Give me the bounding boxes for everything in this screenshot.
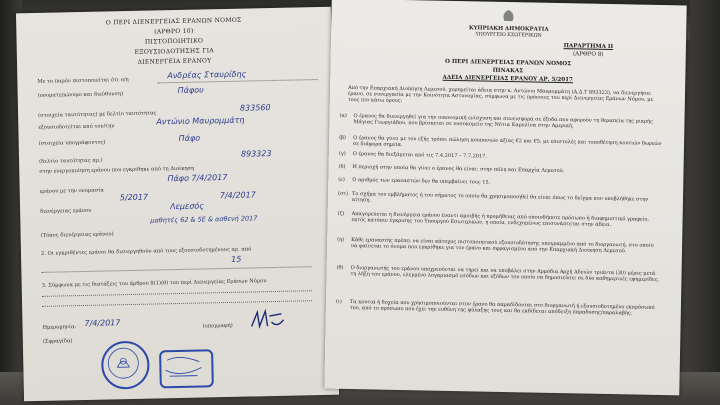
left-hand-purpose: μαθητές 62 & 5Ε & ασθενή 2017 — [150, 214, 258, 225]
permit-item-i — [336, 264, 660, 284]
left-cert-line3: ΔΙΕΝΕΡΓΕΙΑ ΕΡΑΝΟΥ — [137, 57, 212, 66]
left-line1: Με το παρόν πιστοποιείται ότι ο/η — [37, 76, 129, 85]
date-label: Ημερομηνία: — [42, 324, 77, 331]
item-number: (γ) — [338, 150, 346, 157]
item-text: Η περιοχή στην οποία θα γίνει ο έρανος θα είναι: στην πόλη και Επαρχία Λεμεσού. — [352, 164, 565, 175]
permit-item-d — [338, 163, 662, 176]
left-line9: διενέργειας εράνου — [40, 207, 92, 215]
permit-item-h — [337, 236, 661, 255]
item-number: (ι) — [335, 298, 342, 305]
left-line8: εράνου με την ονομασία — [39, 187, 104, 195]
left-hand-permit: 5/2017 — [119, 192, 149, 203]
cyprus-emblem-icon — [499, 8, 517, 24]
left-hand-organizer: Αντώνιο Μαυρομμάτη — [156, 115, 245, 127]
dotted-line — [41, 265, 311, 273]
left-line6: (δελτίο ταυτότητας αρ.) — [39, 157, 103, 165]
background-right — [690, 0, 720, 405]
item-text: Τα κουτιά ή δοχεία που χρησιμοποιούνται στον έρανο θα παραδίδονται στο διοργανωτή ή εξουσιοδοτημένο εκπρόσωπό του, από το πρόσωπο που έχει την ευθύνη της φύλαξης τους και θα εκδίδεται απόδειξη παραδοσης/παραλαβής. — [349, 299, 655, 317]
left-law-title: Ο ΠΕΡΙ ΔΙΕΝΕΡΓΕΙΑΣ ΕΡΑΝΩΝ ΝΟΜΟΣ — [105, 16, 242, 27]
dotted-line — [42, 289, 312, 297]
left-hand-id: 833560 — [239, 103, 271, 113]
republic-title: ΚΥΠΡΙΑΚΗ ΔΗΜΟΚΡΑΤΙΑ — [468, 25, 549, 33]
left-hand-city2: Πάφο — [178, 133, 201, 143]
left-hand-date2: 7/4/2017 — [219, 190, 256, 201]
item-text: Κάθε εραναστής πρέπει να είναι κάτοχος πιστοποιητικού εξουσιοδότησης υπογραμμένο από το διοργανωτή, στο οποίο να φαίνεται το όνομα που εγκρίθηκε για τον έρανο και σφραγισμένο από την Επαρχιακή Διοίκηση Λεμεσού. — [350, 237, 654, 255]
permit-item-j — [335, 298, 660, 317]
item-number: (ζ) — [337, 210, 345, 217]
certificate-page — [16, 7, 339, 402]
annex-article: (ΑΡΘΡΟ 8) — [572, 51, 604, 58]
seal-label: (Σφραγίδα) — [42, 338, 73, 345]
left-line4: εξουσιοδοτείται από τον/την — [38, 123, 115, 131]
item-text: Ο έρανος θα διεξάγεται από τις 7.4.2017 – 7.7.2017. — [352, 151, 487, 160]
item-number: (θ) — [336, 264, 344, 271]
left-cert-line1: ΠΙΣΤΟΠΟΙΗΤΙΚΟ — [144, 37, 204, 46]
item-text: Ο έρανος θα διενεργηθεί για την οικονομική ενίσχυση και συνεισφορά σε έξοδα που αφορούν τη θεραπεία της μικρής Μάγιας Γεωργιάδου, που βρίσκεται σε νοσοκομείο της Νότια Καρολίνα στην Αμερική. — [353, 113, 653, 130]
ministry-title: ΥΠΟΥΡΓΕΙΟ ΕΣΩΤΕΡΙΚΩΝ — [475, 32, 542, 39]
left-cert-line2: ΕΞΟΥΣΙΟΔΟΤΗΣΗΣ ΓΙΑ — [134, 47, 215, 56]
item-number: (β) — [339, 134, 346, 141]
left-para2: 2. Οι εγκριθέντες εράνοι θα διενεργηθούν από τους εξουσιοδοτημένους αρ. από — [40, 246, 252, 257]
permit-number: ΑΔΕΙΑ ΔΙΕΝΕΡΓΕΙΑΣ ΕΡΑΝΟΥ ΑΡ. 5/2017 — [442, 74, 574, 84]
permit-law: Ο ΠΕΡΙ ΔΙΕΝΕΡΓΕΙΑΣ ΕΡΑΝΩΝ ΝΟΜΟΣ — [445, 58, 572, 68]
item-text: Το σχήμα του εμβλήματος ή του σήματος το οποίο θα χρησιμοποιηθεί θα είναι όπως το δείγμα που υποβλήθηκε στην αίτηση. — [351, 191, 649, 204]
item-number: (ε) — [338, 176, 345, 183]
permit-item-a — [339, 112, 663, 131]
item-text: Ο αριθμός των εραναστών δεν θα υπερβαίνει τους 15. — [352, 177, 491, 186]
item-text: Ο έρανος θα γίνει με τον εξής τρόπο: πώληση κουπονιών αξίας €2 και €5, με επιστολές και τοποθέτηση κουτιών δωρεών σε διάφορα σημεία. — [352, 135, 662, 149]
left-hand-city: Πάφου — [177, 85, 204, 95]
left-line7: στην ενεργοποίηση εράνου που εγκρίθηκε από τη Διοίκηση — [39, 165, 195, 175]
permit-item-b — [339, 134, 663, 153]
dotted-line — [42, 299, 312, 307]
left-line10: (Τόπος διενέργειας εράνου) — [40, 231, 114, 239]
seal-emblem-icon — [101, 341, 146, 386]
date-stamp — [159, 349, 214, 388]
signature-mark — [247, 308, 287, 333]
item-text: Απαγορεύεται η διενέργεια εράνου έναντι αμοιβής ή προμήθειας από οποιοδήποτε πρόσωπο ή διαφημιστικό γραφείο, εκτός κατόπιν έγκρισης του Υπουργού Εσωτερικών, η οποία, ενδεχομένως επισυνάπτεται στην άδεια. — [351, 211, 650, 229]
left-hand-count: 15 — [231, 254, 242, 264]
left-article: (ΑΡΘΡΟ 10) — [154, 27, 194, 36]
item-number: (α) — [339, 112, 347, 119]
permit-intro: Από την Επαρχιακή Διοίκηση Λεμεσού, χορηγείται άδεια στην κ. Αντώνιο Μαυρομμάτη (Α.Δ.Τ 893323), να διενεργήσει έρανο, σε συνεργασία με την Κοινότητα Αστυνομίας, σύμφωνα με τις πρόνοιες του περί Διενεργείας Εράνων Νόμου, με τους πιο κάτω όρους: — [347, 84, 654, 105]
left-line2: (ονοματεπώνυμο και διεύθυνση) — [37, 91, 124, 99]
left-hand-id2: 893323 — [240, 149, 272, 159]
permit-item-f — [337, 190, 662, 209]
item-number: (στ) — [337, 190, 349, 197]
left-para3: 3. Σύμφωνα με τις διατάξεις του άρθρου 8(1)(θ) του περί Διενεργείας Εράνων Νόμου — [41, 278, 267, 289]
permit-table: ΠΙΝΑΚΑΣ — [492, 67, 524, 75]
left-line3: (στοιχεία ταυτότητας) με δελτίο ταυτότητας — [38, 110, 157, 119]
signature-label: (υπογραφή) — [202, 322, 233, 330]
left-hand-place: Λεμεσός — [169, 201, 205, 212]
permit-item-c — [338, 150, 663, 163]
permit-item-g — [337, 210, 661, 229]
item-number: (η) — [337, 236, 345, 243]
official-seal-stamp — [101, 341, 150, 390]
left-hand-name: Ανδρέας Σταυρίδης — [167, 69, 247, 81]
stamp-scribble-icon — [159, 349, 210, 384]
left-hand-date: Πάφο 7/4/2017 — [167, 172, 228, 184]
left-line5: (στοιχεία υπογράφοντος) — [38, 139, 106, 147]
date-handwritten: 7/4/2017 — [84, 318, 121, 328]
permit-item-e — [338, 176, 662, 189]
item-text: Ο διοργανωτής του εράνου υποχρεούνται να τηρεί και να υποβάλει στην Αρμόδια Αρχή Αδειών τριάντα (30) μέρες μετά τη λήξη του εράνου, ελεγμένο λογαριασμό εσόδων και εξόδων τον οποίο να δημοσιεύσει σε δύο καθημερινές εφημερίδες. — [350, 265, 660, 284]
item-number: (δ) — [338, 163, 346, 170]
permit-page — [324, 0, 686, 395]
annex-title: ΠΑΡΑΡΤΗΜΑ II — [563, 43, 614, 51]
